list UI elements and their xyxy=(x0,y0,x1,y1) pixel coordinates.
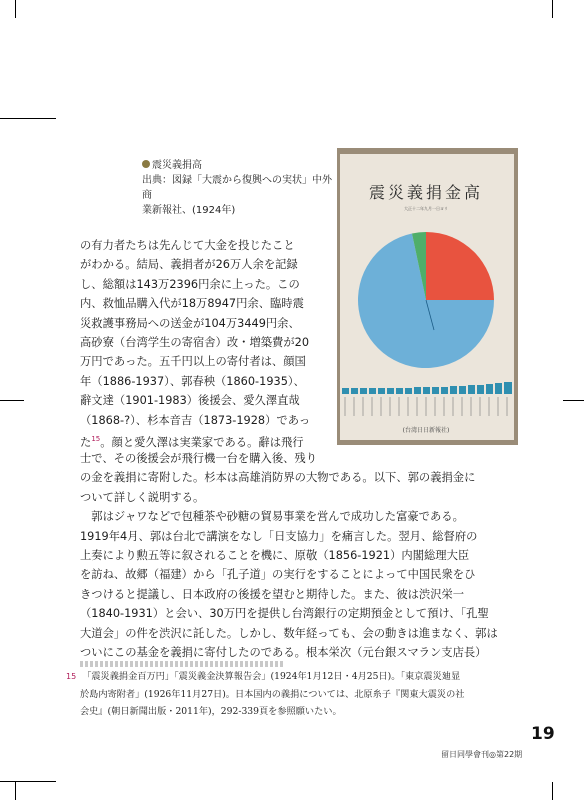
body-line: 上奏により勲五等に叙されることを機に、原敬（1856-1921）内閣総理大臣 xyxy=(80,549,470,563)
body-line: ついにこの基金を義捐に寄付したのである。根本栄次（元台銀スマラン支店長） xyxy=(80,646,487,660)
body-line: 1919年4月、郭は台北で講演をなし「日支協力」を痛言した。翌月、総督府の xyxy=(80,529,478,543)
footnote-line: 於島内寄附者」(1926年11月27日)。日本国内の義捐については、北原糸子『関東大震災の社 xyxy=(80,688,465,700)
page-number: 19 xyxy=(531,724,555,744)
footnote-line xyxy=(66,668,465,686)
caption-title: 震災義捐高 xyxy=(152,160,202,171)
crop-mark xyxy=(15,0,16,18)
body-line: ついて詳しく説明する。 xyxy=(80,490,205,504)
figure-caption xyxy=(142,158,332,218)
doc-title: 震災義捐金高 xyxy=(368,183,484,202)
body-text-wide xyxy=(80,449,498,662)
footnote xyxy=(66,668,465,721)
body-line: 内、救恤品購入代が18万8947円余、臨時震 xyxy=(80,297,304,311)
body-line: 災救護事務局への送金が104万3449円余、 xyxy=(80,316,300,330)
caption-source-line: 出典：図録「大震から復興への実状」中外商 xyxy=(142,175,332,201)
footnote-reference[interactable]: 15 xyxy=(91,435,101,444)
body-line: きつけると提議し、日本政府の後援を望むと期待した。また、彼は渋沢栄一 xyxy=(80,587,465,601)
footnote-text: 「震災義捐金百万円」「震災義金決算報告会」(1924年1月12日・4月25日)。「東京震災廸显 xyxy=(82,671,461,682)
body-line: を訪ね、故郷（福建）から「孔子道」の実行をすることによって中国民衆をひ xyxy=(80,568,476,582)
body-line: 辭文達（1901-1983）後援会、愛久澤直哉 xyxy=(80,394,300,408)
crop-mark xyxy=(0,118,56,119)
caption-source-line: 業新報社、(1924年) xyxy=(142,205,236,216)
document-photo-drawing xyxy=(340,154,514,440)
body-line: の金を義捐に寄附した。杉本は高雄消防界の大物である。以下、郭の義捐金に xyxy=(80,471,476,485)
body-line: （1840-1931）と会い、30万円を提供し台湾銀行の定期預金として預け、「孔聖 xyxy=(80,607,489,621)
crop-mark xyxy=(0,781,56,782)
footnote-line: 会史』(朝日新聞出版・2011年)，292-339頁を参照願いたい。 xyxy=(80,706,342,717)
body-line-segment: た xyxy=(80,435,92,449)
footnote-divider xyxy=(80,661,285,667)
body-line: の有力者たちは先んじて大金を投じたこと xyxy=(80,239,295,252)
body-line: がわかる。結局、義捐者が26万人余を記録 xyxy=(80,258,298,272)
body-line: （1868-?）、杉本音吉（1873-1928）であっ xyxy=(80,413,311,427)
body-line: 大道会」の件を渋沢に託した。しかし、数年経っても、会の動きは進まなく、郭は xyxy=(80,626,498,640)
crop-mark xyxy=(15,782,16,800)
document-photo xyxy=(337,148,518,445)
body-line: 万円であった。五千円以上の寄付者は、顔国 xyxy=(80,355,306,369)
body-line-segment: 。顔と愛久澤は実業家である。辭は飛行 xyxy=(100,435,304,449)
body-text-narrow xyxy=(80,236,310,452)
crop-mark xyxy=(0,400,24,401)
footnote-number: 15 xyxy=(66,672,77,681)
body-line: 郭はジャワなどで包種茶や砂糖の貿易事業を営んで成功した富豪である。 xyxy=(80,510,464,524)
body-line: 年（1886-1937）、郭春秧（1860-1935）、 xyxy=(80,374,305,388)
body-line: 高砂寮（台湾学生の寄宿舎）改・増築費が20 xyxy=(80,336,310,350)
body-line: し、総額は143万2396円余に上った。この xyxy=(80,277,300,291)
crop-mark xyxy=(552,0,553,18)
crop-mark xyxy=(563,400,584,401)
journal-footer: 留日同學會刊◎第22期 xyxy=(441,750,523,759)
doc-subtitle: 大正十二年九月一日ヨリ xyxy=(404,206,448,211)
doc-footer-stamp: (台湾日日新報社) xyxy=(402,427,450,434)
document-paper xyxy=(340,154,514,440)
crop-mark xyxy=(552,782,553,800)
body-line: 士で、その後援会が飛行機一台を購入後、残り xyxy=(80,452,318,465)
bullet-icon xyxy=(142,160,150,168)
